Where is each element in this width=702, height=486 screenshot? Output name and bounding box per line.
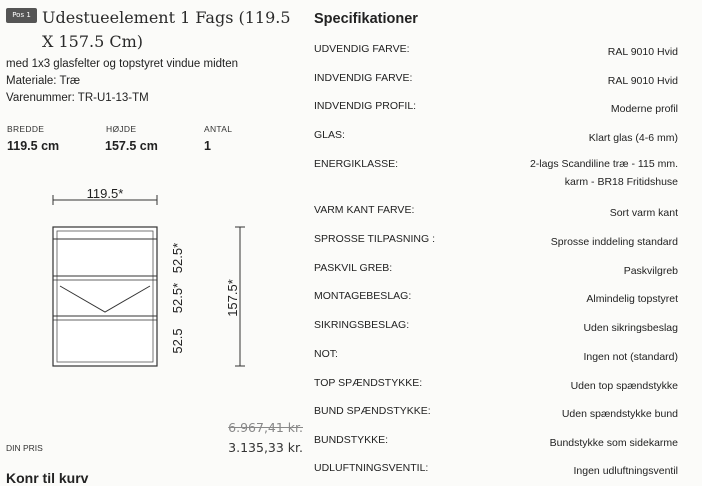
quantity-label: ANTAL — [204, 124, 233, 134]
price-label: DIN PRIS — [6, 443, 43, 453]
product-material: Materiale: Træ — [6, 75, 81, 87]
spec-value: Uden top spændstykke — [570, 380, 678, 392]
spec-value: Bundstykke som sidekarme — [549, 437, 678, 449]
spec-value: Uden spændstykke bund — [561, 408, 678, 420]
spec-value: Paskvilgreb — [623, 265, 678, 277]
spec-label: MONTAGEBESLAG: — [314, 290, 412, 302]
spec-label: SPROSSE TILPASNING : — [314, 233, 435, 245]
add-to-cart-link[interactable]: Konr til kurv — [6, 470, 89, 486]
section-bottom-text: 52.5 — [170, 328, 185, 354]
width-label: BREDDE — [7, 124, 45, 134]
spec-value: Ingen udluftningsventil — [573, 465, 678, 477]
spec-label: NOT: — [314, 348, 338, 360]
section-top-text: 52.5* — [170, 242, 185, 274]
window-frame — [53, 227, 157, 366]
height-label: HØJDE — [106, 124, 137, 134]
spec-value: Sprosse inddeling standard — [550, 236, 678, 248]
spec-label: UDLUFTNINGSVENTIL: — [314, 462, 429, 474]
spec-value: Uden sikringsbeslag — [583, 322, 678, 334]
spec-value: 2-lags Scandiline træ - 115 mm. — [529, 158, 678, 170]
specifications-panel — [314, 0, 680, 479]
spec-label: UDVENDIG FARVE: — [314, 43, 410, 55]
spec-value: RAL 9010 Hvid — [607, 46, 678, 58]
spec-label: GLAS: — [314, 129, 345, 141]
spec-label: TOP SPÆNDSTYKKE: — [314, 377, 423, 389]
product-item-number: Varenummer: TR-U1-13-TM — [6, 92, 149, 104]
price-value: 3.135,33 kr. — [228, 440, 303, 455]
spec-label: PASKVIL GREB: — [314, 262, 393, 274]
spec-label: BUND SPÆNDSTYKKE: — [314, 405, 431, 417]
spec-value: Ingen not (standard) — [583, 351, 678, 363]
section-middle-text: 52.5* — [170, 282, 185, 314]
height-value: 157.5 cm — [105, 139, 158, 153]
spec-label: SIKRINGSBESLAG: — [314, 319, 410, 331]
spec-value-continued: karm - BR18 Fritidshuse — [564, 176, 678, 188]
spec-value: Sort varm kant — [609, 207, 678, 219]
spec-value: Almindelig topstyret — [586, 293, 678, 305]
width-dimension-text: 119.5* — [86, 186, 124, 201]
product-subtitle: med 1x3 glasfelter og topstyret vindue midten — [6, 58, 239, 70]
old-price: 6.967,41 kr. — [228, 420, 303, 435]
width-value: 119.5 cm — [7, 139, 60, 153]
spec-label: VARM KANT FARVE: — [314, 204, 415, 216]
spec-label: INDVENDIG FARVE: — [314, 72, 413, 84]
spec-value: Klart glas (4-6 mm) — [588, 132, 678, 144]
quantity-value: 1 — [204, 139, 211, 153]
spec-label: BUNDSTYKKE: — [314, 434, 389, 446]
specifications-title: Specifikationer — [314, 11, 418, 27]
product-panel — [0, 0, 305, 486]
spec-label: ENERGIKLASSE: — [314, 158, 399, 170]
product-title: Udestueelement 1 Fags (119.5 X 157.5 Cm) — [42, 8, 291, 51]
spec-value: Moderne profil — [610, 103, 678, 115]
spec-value: RAL 9010 Hvid — [607, 75, 678, 87]
spec-label: INDVENDIG PROFIL: — [314, 100, 417, 112]
height-dimension-text: 157.5* — [225, 279, 240, 317]
window-drawing — [40, 180, 260, 375]
position-badge: Pos 1 — [6, 8, 37, 23]
